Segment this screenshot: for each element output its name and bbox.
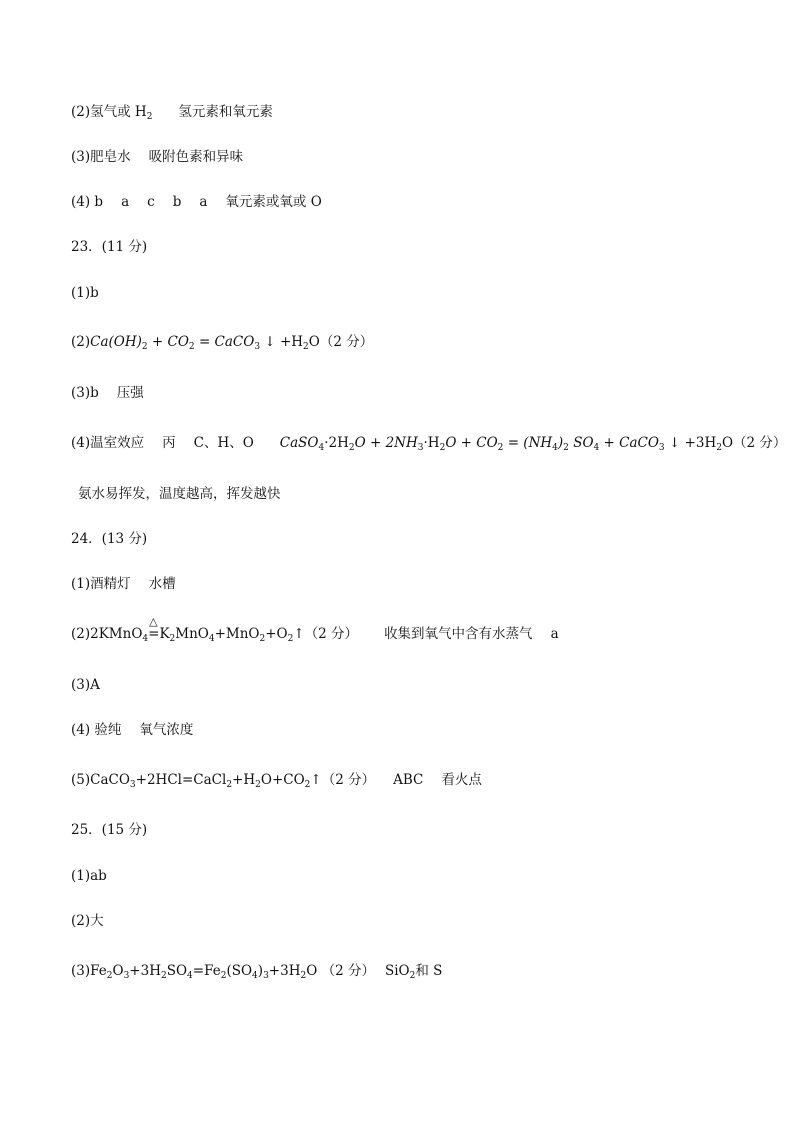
text: 丙 <box>162 435 176 451</box>
answer-24-4 <box>71 721 193 739</box>
text: ABC <box>393 772 424 788</box>
text: c <box>147 194 155 210</box>
subscript: 2 <box>300 971 307 981</box>
answer-25-1: (1)ab <box>71 868 107 884</box>
answer-24-2-equation <box>71 615 559 644</box>
text: 看火点 <box>441 772 482 788</box>
text: + CaCO <box>599 435 659 451</box>
text: 吸附色素和异味 <box>148 149 244 165</box>
subscript: 3 <box>417 443 424 453</box>
subscript: 2 <box>106 971 113 981</box>
text: (4)温室效应 <box>71 435 145 451</box>
text: 收集到氧气中含有水蒸气 <box>384 626 533 642</box>
text: ↑（2 分） <box>310 772 376 788</box>
text: a <box>199 194 208 210</box>
text: (2) <box>71 334 91 350</box>
answer-23-ammonia-note: 氨水易挥发，温度越高，挥发越快 <box>78 486 281 502</box>
question-25-heading: 25．(15 分) <box>71 822 148 838</box>
subscript: 2 <box>255 780 261 790</box>
subscript: 2 <box>304 780 311 790</box>
text: ·H <box>423 435 440 451</box>
answer-23-1: (1)b <box>71 285 99 301</box>
subscript: 2 <box>160 971 167 981</box>
text: ) <box>257 963 264 979</box>
question-24-heading: 24．(13 分) <box>71 531 148 547</box>
text: (4) 验纯 <box>71 722 122 738</box>
text: 和 S <box>415 963 443 979</box>
text: (3)肥皂水 <box>71 149 131 165</box>
text: K <box>159 626 170 642</box>
text: (1)酒精灯 <box>71 576 131 592</box>
subscript: 2 <box>563 443 569 453</box>
text: +2HCl=CaCl <box>135 772 227 788</box>
text: (OH) <box>108 334 142 350</box>
answer-line-2-hydrogen <box>71 103 273 121</box>
text: +O <box>265 626 288 642</box>
subscript: 2 <box>226 780 233 790</box>
text: ↓ +H <box>260 334 304 350</box>
text: O + CO <box>445 435 498 451</box>
answer-25-3-equation <box>71 962 442 980</box>
text: 水槽 <box>148 576 176 592</box>
subscript: 4 <box>208 634 215 644</box>
subscript: 3 <box>123 971 130 981</box>
text: ↓ +3H <box>664 435 717 451</box>
subscript: 2 <box>348 443 355 453</box>
subscript: 3 <box>254 342 261 352</box>
subscript: 4 <box>252 971 258 981</box>
text: O <box>112 963 124 979</box>
answer-23-2-equation <box>71 333 373 351</box>
text: O（2 分） <box>721 435 787 451</box>
subscript: 3 <box>658 443 665 453</box>
subscript: 2 <box>220 971 227 981</box>
subscript: 3 <box>129 780 136 790</box>
answer-23-3 <box>71 384 144 402</box>
text: +MnO <box>214 626 260 642</box>
text: CaSO <box>279 435 319 451</box>
answer-25-2: (2)大 <box>71 913 104 929</box>
text: SO <box>166 963 188 979</box>
text: O + 2NH <box>354 435 418 451</box>
text: SiO <box>384 963 410 979</box>
answer-23-4-equation <box>71 434 786 452</box>
text: +3H <box>129 963 161 979</box>
text: = (NH <box>503 435 553 451</box>
delta-icon: △ <box>149 615 158 628</box>
text: =Fe <box>192 963 221 979</box>
text: (3)Fe <box>71 963 107 979</box>
text: = CaCO <box>194 334 255 350</box>
text: O （2 分） <box>306 963 375 979</box>
answer-24-5-equation <box>71 771 482 789</box>
heating-condition <box>148 615 160 643</box>
text: O（2 分） <box>308 334 374 350</box>
answer-24-3: (3)A <box>71 677 100 693</box>
subscript: 4 <box>187 971 193 981</box>
subscript: 4 <box>142 634 149 644</box>
subscript: 2 <box>497 443 504 453</box>
subscript: 2 <box>259 634 266 644</box>
subscript: 2 <box>169 634 176 644</box>
answer-line-4-choices <box>71 193 322 211</box>
text: 压强 <box>116 385 144 401</box>
subscript: 4 <box>593 443 600 453</box>
text: 氧元素或氧或 O <box>225 194 322 210</box>
subscript: 2 <box>287 634 294 644</box>
text: O+CO <box>260 772 305 788</box>
text: + CO <box>147 334 189 350</box>
text: (3)b <box>71 385 99 401</box>
text: (2)氢气或 H <box>71 104 147 120</box>
text: (5)CaCO <box>71 772 130 788</box>
subscript: 4 <box>318 443 325 453</box>
subscript: 3 <box>263 971 269 981</box>
text: 氢元素和氧元素 <box>178 104 273 120</box>
text: ) <box>557 435 564 451</box>
answer-24-1 <box>71 575 176 593</box>
text: b <box>172 194 182 210</box>
subscript: 2 <box>439 443 446 453</box>
subscript: 4 <box>552 443 558 453</box>
text: a <box>550 626 559 642</box>
text: (2)2KMnO <box>71 626 143 642</box>
text: SO <box>568 435 594 451</box>
text: +H <box>232 772 256 788</box>
text: (4) b <box>71 194 104 210</box>
text: +3H <box>268 963 301 979</box>
text: ·2H <box>324 435 349 451</box>
text: Ca <box>90 334 109 350</box>
text: 氧气浓度 <box>139 722 194 738</box>
equals-sign: = <box>148 626 160 642</box>
subscript: 2 <box>146 112 153 122</box>
text: (SO <box>226 963 253 979</box>
text: ↑（2 分） <box>293 626 359 642</box>
subscript: 2 <box>188 342 195 352</box>
subscript: 2 <box>409 971 416 981</box>
answer-line-3-soap <box>71 148 243 166</box>
question-23-heading: 23．(11 分) <box>71 239 148 255</box>
text: a <box>121 194 130 210</box>
subscript: 2 <box>303 342 309 352</box>
subscript: 2 <box>141 342 148 352</box>
text: C、H、O <box>193 435 254 451</box>
text: MnO <box>175 626 209 642</box>
subscript: 2 <box>716 443 722 453</box>
